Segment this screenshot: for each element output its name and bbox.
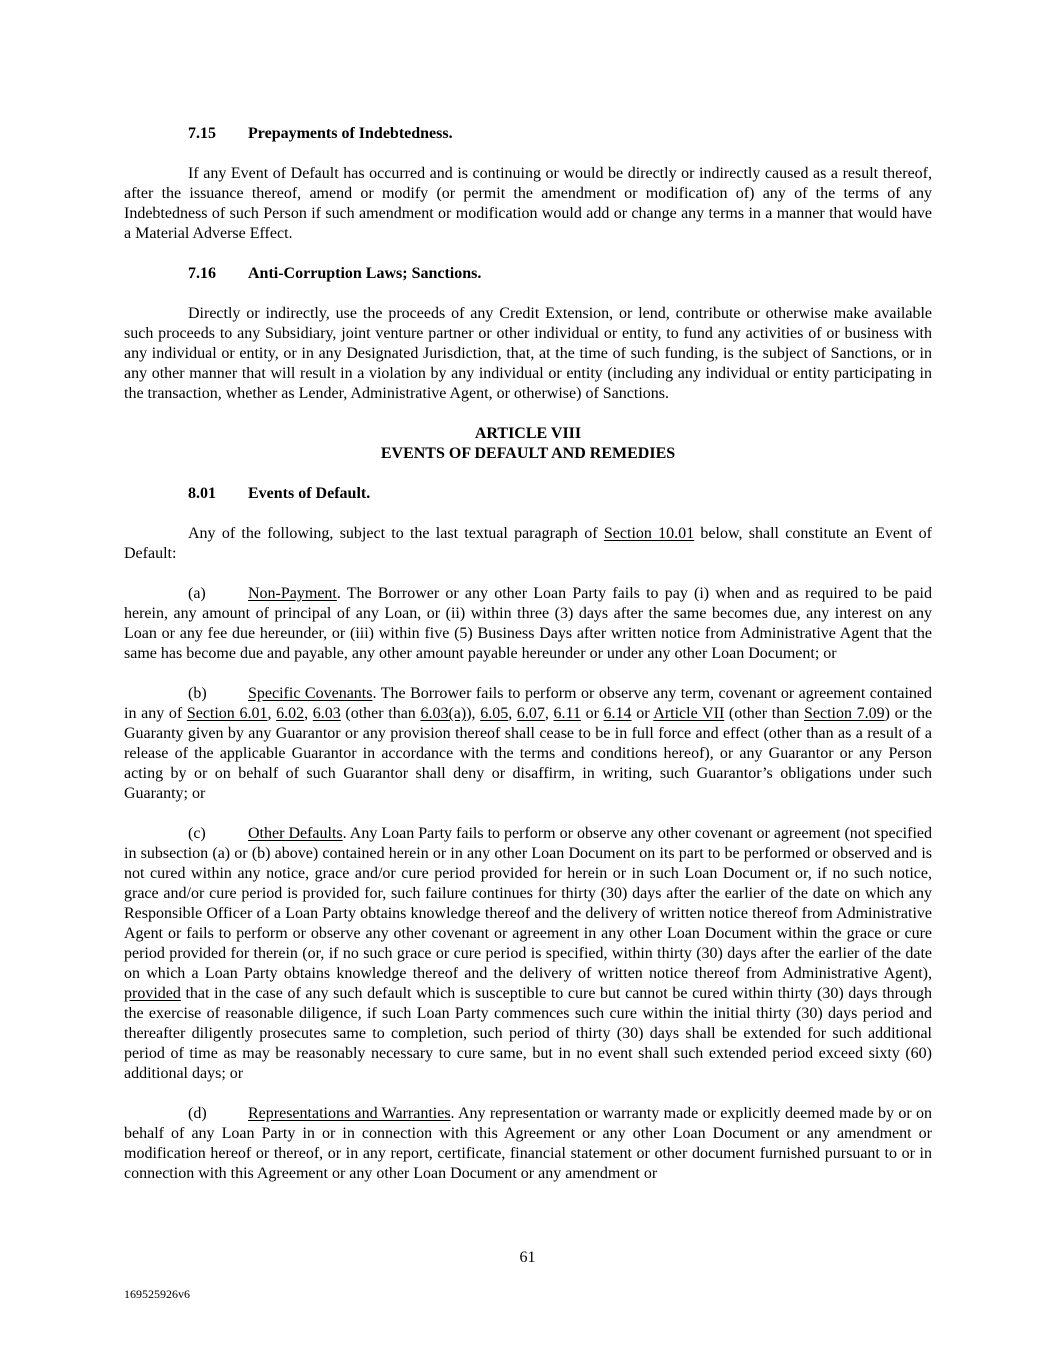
cross-reference-link[interactable]: 6.02 xyxy=(276,705,305,722)
clause-text: or xyxy=(631,705,654,722)
clause-text: ), xyxy=(466,705,481,722)
clause-text: , xyxy=(544,705,554,722)
clause-a xyxy=(124,584,932,664)
clause-heading: Non-Payment xyxy=(248,585,337,602)
clause-d xyxy=(124,1104,932,1184)
clause-heading: Specific Covenants xyxy=(248,685,373,702)
clause-body: . Any Loan Party fails to perform or observe any other covenant or agreement (not specified in subsection (a) or (b) above) contained herein or in any other Loan Document on its part to be performed or observed and is not cured within any notice, grace and/or cure period provided for herein or in such Loan Document or, if no such notice, grace and/or cure period is provided for, such failure continues for thirty (30) days after the earlier of the date on which any Responsible Officer of a Loan Party obtains knowledge thereof and the delivery of written notice thereof from Administrative Agent or fails to perform or observe any other covenant or agreement in any other Loan Document within the grace or cure period provided for therein (or, if no such grace or cure period is specified, within thirty (30) days after the earlier of the date on which a Loan Party obtains knowledge thereof and the delivery of written notice thereof from Administrative Agent), xyxy=(124,825,932,982)
cross-reference-link[interactable]: 6.05 xyxy=(480,705,509,722)
cross-reference-link[interactable]: 6.03(a) xyxy=(420,705,467,722)
intro-text: below, shall constitute an Event of Default: xyxy=(124,525,932,562)
clause-text: (other than xyxy=(340,705,421,722)
section-number: 7.16 xyxy=(188,265,216,282)
cross-reference-link[interactable]: 6.03 xyxy=(312,705,341,722)
clause-c xyxy=(124,824,932,1084)
section-number: 8.01 xyxy=(188,485,216,502)
provided-term: provided xyxy=(124,985,181,1002)
clause-text: , xyxy=(508,705,517,722)
section-body-7-15: If any Event of Default has occurred and is continuing or would be directly or indirectly caused as a result thereof, after the issuance thereof, amend or modify (or permit the amendment or modification of) any of the terms of any Indebtedness of such Person if such amendment or modification would add or change any terms in a manner that would have a Material Adverse Effect. xyxy=(124,165,932,242)
cross-reference-link[interactable]: Article VII xyxy=(653,705,725,722)
clause-body: . Any representation or warranty made or explicitly deemed made by or on behalf of any Loan Party in or in connection with this Agreement or any other Loan Document or any amendment or modification hereof or thereof, or in any report, certificate, financial statement or other document furnished pursuant to or in connection with this Agreement or any other Loan Document or any amendment or xyxy=(124,1105,932,1182)
clause-body: . The Borrower or any other Loan Party fails to pay (i) when and as required to be paid herein, any amount of principal of any Loan, or (ii) within three (3) days after the same becomes due, any interest on any Loan or any fee due hereunder, or (iii) within five (5) Business Days after written notice from Administrative Agent that the same has become due and payable, any other amount payable hereunder or under any other Loan Document; or xyxy=(124,585,932,662)
cross-reference-link[interactable]: Section 6.01 xyxy=(186,705,268,722)
section-intro-8-01 xyxy=(124,524,932,564)
clause-text: . The Borrower fails to perform or observe any term, covenant or agreement contained in any of xyxy=(124,685,933,722)
document-id: 169525926v6 xyxy=(124,1287,190,1301)
clause-body: that in the case of any such default which is susceptible to cure but cannot be cured within thirty (30) days through the exercise of reasonable diligence, if such Loan Party commences such cure within the initial thirty (30) days period and thereafter diligently prosecutes same to completion, such period of thirty (30) days shall be extended for such additional period of time as may be reasonably necessary to cure same, but in no event shall such extended period exceed sixty (60) additional days; or xyxy=(124,985,932,1082)
article-heading xyxy=(124,424,932,464)
clause-label: (b) xyxy=(188,685,207,702)
clause-text: (other than xyxy=(724,705,804,722)
clause-label: (d) xyxy=(188,1105,207,1122)
cross-reference-link[interactable]: 6.07 xyxy=(516,705,545,722)
clause-heading: Other Defaults xyxy=(248,825,343,842)
section-heading-7-15 xyxy=(124,124,932,144)
page-number: 61 xyxy=(519,1249,536,1266)
section-heading-7-16 xyxy=(124,264,932,284)
cross-reference-link[interactable]: Section 10.01 xyxy=(603,525,695,542)
document-page xyxy=(124,124,932,1204)
section-body-7-16: Directly or indirectly, use the proceeds of any Credit Extension, or lend, contribute or otherwise make available such proceeds to any Subsidiary, joint venture partner or other individual or entity, to fund any activities of or business with any individual or entity, or in any Designated Jurisdiction, that, at the time of such funding, is the subject of Sanctions, or in any other manner that will result in a violation by any individual or entity (including any individual or entity participating in the transaction, whether as Lender, Administrative Agent, or otherwise) of Sanctions. xyxy=(124,305,932,402)
cross-reference-link[interactable]: Section 7.09 xyxy=(803,705,885,722)
clause-b xyxy=(124,684,932,804)
section-title: Events of Default. xyxy=(248,485,371,502)
clause-text: , xyxy=(267,705,277,722)
clause-label: (c) xyxy=(188,825,206,842)
intro-text: Any of the following, subject to the last textual paragraph of xyxy=(188,525,604,542)
clause-text: or xyxy=(580,705,604,722)
cross-reference-link[interactable]: 6.14 xyxy=(603,705,632,722)
section-heading-8-01 xyxy=(124,484,932,504)
section-number: 7.15 xyxy=(188,125,216,142)
article-title: EVENTS OF DEFAULT AND REMEDIES xyxy=(380,445,676,462)
clause-label: (a) xyxy=(188,585,206,602)
clause-text: , xyxy=(304,705,313,722)
article-number: ARTICLE VIII xyxy=(474,425,582,442)
clause-heading: Representations and Warranties xyxy=(248,1105,451,1122)
clause-text: ) or the Guaranty given by any Guarantor or any provision thereof shall cease to be in full force and effect (other than as a result of a release of the applicable Guarantor in accordance with the terms and conditions hereof), or any Guarantor or any Person acting by or on behalf of such Guarantor shall deny or disaffirm, in writing, such Guarantor’s obligations under such Guaranty; or xyxy=(124,705,933,802)
cross-reference-link[interactable]: 6.11 xyxy=(553,705,581,722)
section-title: Anti-Corruption Laws; Sanctions. xyxy=(248,265,482,282)
section-title: Prepayments of Indebtedness. xyxy=(248,125,453,142)
